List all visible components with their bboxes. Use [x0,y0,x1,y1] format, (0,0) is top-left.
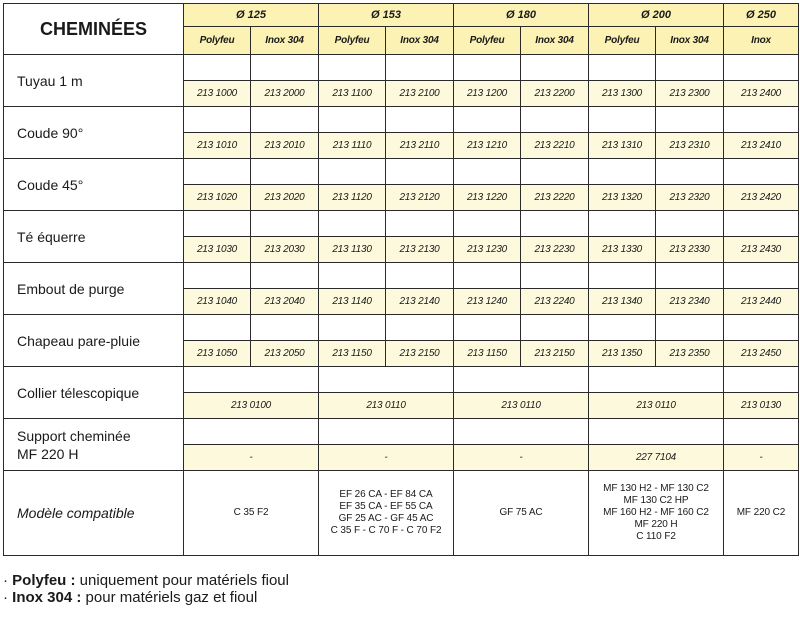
blank-cell [589,159,656,185]
code-cell: 213 2310 [656,133,724,159]
blank-cell [184,159,251,185]
code-cell: 213 2440 [724,289,799,315]
code-cell: - [184,445,319,471]
blank-cell [724,211,799,237]
code-cell: 213 0100 [184,393,319,419]
code-cell: 213 1030 [184,237,251,263]
blank-cell [319,315,386,341]
blank-cell [251,211,319,237]
compatible-models-cell: MF 220 C2 [724,471,799,556]
code-cell: 213 1150 [319,341,386,367]
code-cell: 213 0110 [589,393,724,419]
code-cell: 213 2110 [386,133,454,159]
support-label-line1: Support cheminée [17,427,131,444]
blank-cell [251,263,319,289]
footnote-text: uniquement pour matériels fioul [75,572,289,589]
blank-cell [589,211,656,237]
blank-cell [251,315,319,341]
code-cell: 213 1310 [589,133,656,159]
code-cell: 213 2420 [724,185,799,211]
diameter-header: Ø 200 [589,4,724,27]
row-label: Tuyau 1 m [4,55,184,107]
code-cell: 213 2150 [386,341,454,367]
blank-cell [184,107,251,133]
material-header: Inox 304 [656,27,724,55]
blank-cell [319,263,386,289]
diameter-header: Ø 125 [184,4,319,27]
blank-cell [454,55,521,81]
blank-cell [521,211,589,237]
compatible-models-cell: EF 26 CA - EF 84 CA EF 35 CA - EF 55 CA GF 25 AC - GF 45 AC C 35 F - C 70 F - C 70 F2 [319,471,454,556]
code-cell: 213 2000 [251,81,319,107]
code-cell: 213 2100 [386,81,454,107]
code-cell: 213 2230 [521,237,589,263]
compatible-models-cell: GF 75 AC [454,471,589,556]
code-cell: 213 2120 [386,185,454,211]
code-cell: 213 2010 [251,133,319,159]
blank-cell [184,315,251,341]
chimney-parts-table-container [3,3,799,556]
blank-cell [184,211,251,237]
blank-cell [454,107,521,133]
row-label: Embout de purge [4,263,184,315]
code-cell: 213 1200 [454,81,521,107]
blank-cell [656,263,724,289]
code-cell: 213 1220 [454,185,521,211]
code-cell: 213 0110 [319,393,454,419]
blank-cell [386,159,454,185]
code-cell: 213 1050 [184,341,251,367]
blank-cell [724,159,799,185]
code-cell: - [724,445,799,471]
material-header: Inox [724,27,799,55]
code-cell: 213 2340 [656,289,724,315]
blank-cell [656,159,724,185]
footnote-bullet: · [3,589,13,606]
blank-cell [589,107,656,133]
row-label-compatible: Modèle compatible [4,471,184,556]
material-header: Polyfeu [184,27,251,55]
diameter-header: Ø 180 [454,4,589,27]
footnote-term: Inox 304 : [12,589,82,606]
code-cell: 213 1130 [319,237,386,263]
code-cell: 213 1230 [454,237,521,263]
code-cell: 213 2040 [251,289,319,315]
code-cell: 213 2300 [656,81,724,107]
chimney-parts-table [3,3,799,556]
blank-cell [251,159,319,185]
blank-cell [656,107,724,133]
blank-cell [656,55,724,81]
code-cell: 213 2350 [656,341,724,367]
code-cell: 213 2430 [724,237,799,263]
blank-cell [184,55,251,81]
blank-cell [589,315,656,341]
row-label-collier: Collier télescopique [4,367,184,419]
blank-cell [724,107,799,133]
compatible-models-cell: C 35 F2 [184,471,319,556]
table-title: CHEMINÉES [4,4,184,55]
row-label: Té équerre [4,211,184,263]
code-cell: 213 1120 [319,185,386,211]
blank-cell [589,263,656,289]
material-header: Inox 304 [386,27,454,55]
blank-cell [386,107,454,133]
blank-cell [184,263,251,289]
code-cell: 213 1210 [454,133,521,159]
blank-cell [724,315,799,341]
code-cell: 213 0130 [724,393,799,419]
code-cell: 213 2020 [251,185,319,211]
material-header: Polyfeu [589,27,656,55]
code-cell: 213 1140 [319,289,386,315]
row-label: Coude 90° [4,107,184,159]
footnote-text: pour matériels gaz et fioul [81,589,258,606]
blank-cell [319,159,386,185]
blank-cell [386,315,454,341]
code-cell: 213 2210 [521,133,589,159]
blank-cell [251,55,319,81]
blank-cell [521,55,589,81]
code-cell: 213 2140 [386,289,454,315]
code-cell: 213 1040 [184,289,251,315]
code-cell: 213 1010 [184,133,251,159]
code-cell: 213 2130 [386,237,454,263]
code-cell: 213 1350 [589,341,656,367]
blank-cell [319,211,386,237]
code-cell: 213 2330 [656,237,724,263]
code-cell: 213 1110 [319,133,386,159]
code-cell: 213 2030 [251,237,319,263]
code-cell: 213 1020 [184,185,251,211]
material-header: Inox 304 [521,27,589,55]
footnote-inox [3,589,289,606]
code-cell: 213 2050 [251,341,319,367]
blank-cell [656,315,724,341]
code-cell: 213 2400 [724,81,799,107]
material-header: Polyfeu [319,27,386,55]
code-cell: 213 2410 [724,133,799,159]
footnote-term: Polyfeu : [12,572,76,589]
code-cell: 213 1150 [454,341,521,367]
footnote-polyfeu [3,572,289,589]
code-cell: 213 1000 [184,81,251,107]
blank-cell [386,211,454,237]
material-header: Polyfeu [454,27,521,55]
code-cell: - [454,445,589,471]
blank-cell [656,211,724,237]
code-cell: 227 7104 [589,445,724,471]
row-label: Chapeau pare-pluie [4,315,184,367]
blank-cell [521,315,589,341]
code-cell: 213 2200 [521,81,589,107]
code-cell: 213 1330 [589,237,656,263]
support-label-line2: MF 220 H [17,445,79,462]
blank-cell [724,55,799,81]
blank-cell [454,315,521,341]
blank-cell [521,263,589,289]
blank-cell [454,211,521,237]
material-header: Inox 304 [251,27,319,55]
row-label-support [4,419,184,471]
blank-cell [454,263,521,289]
code-cell: 213 1320 [589,185,656,211]
diameter-header: Ø 250 [724,4,799,27]
code-cell: 213 2150 [521,341,589,367]
code-cell: 213 0110 [454,393,589,419]
footnote-bullet: · [3,572,13,589]
code-cell: - [319,445,454,471]
code-cell: 213 2220 [521,185,589,211]
blank-cell [386,55,454,81]
code-cell: 213 2240 [521,289,589,315]
blank-cell [589,55,656,81]
code-cell: 213 1240 [454,289,521,315]
blank-cell [521,107,589,133]
compatible-models-cell: MF 130 H2 - MF 130 C2 MF 130 C2 HP MF 160 H2 - MF 160 C2 MF 220 H C 110 F2 [589,471,724,556]
code-cell: 213 2450 [724,341,799,367]
blank-cell [319,107,386,133]
diameter-header: Ø 153 [319,4,454,27]
blank-cell [319,55,386,81]
blank-cell [386,263,454,289]
code-cell: 213 1300 [589,81,656,107]
code-cell: 213 1100 [319,81,386,107]
blank-cell [251,107,319,133]
row-label: Coude 45° [4,159,184,211]
blank-cell [521,159,589,185]
blank-cell [724,263,799,289]
code-cell: 213 1340 [589,289,656,315]
blank-cell [454,159,521,185]
footnotes [3,572,289,606]
code-cell: 213 2320 [656,185,724,211]
